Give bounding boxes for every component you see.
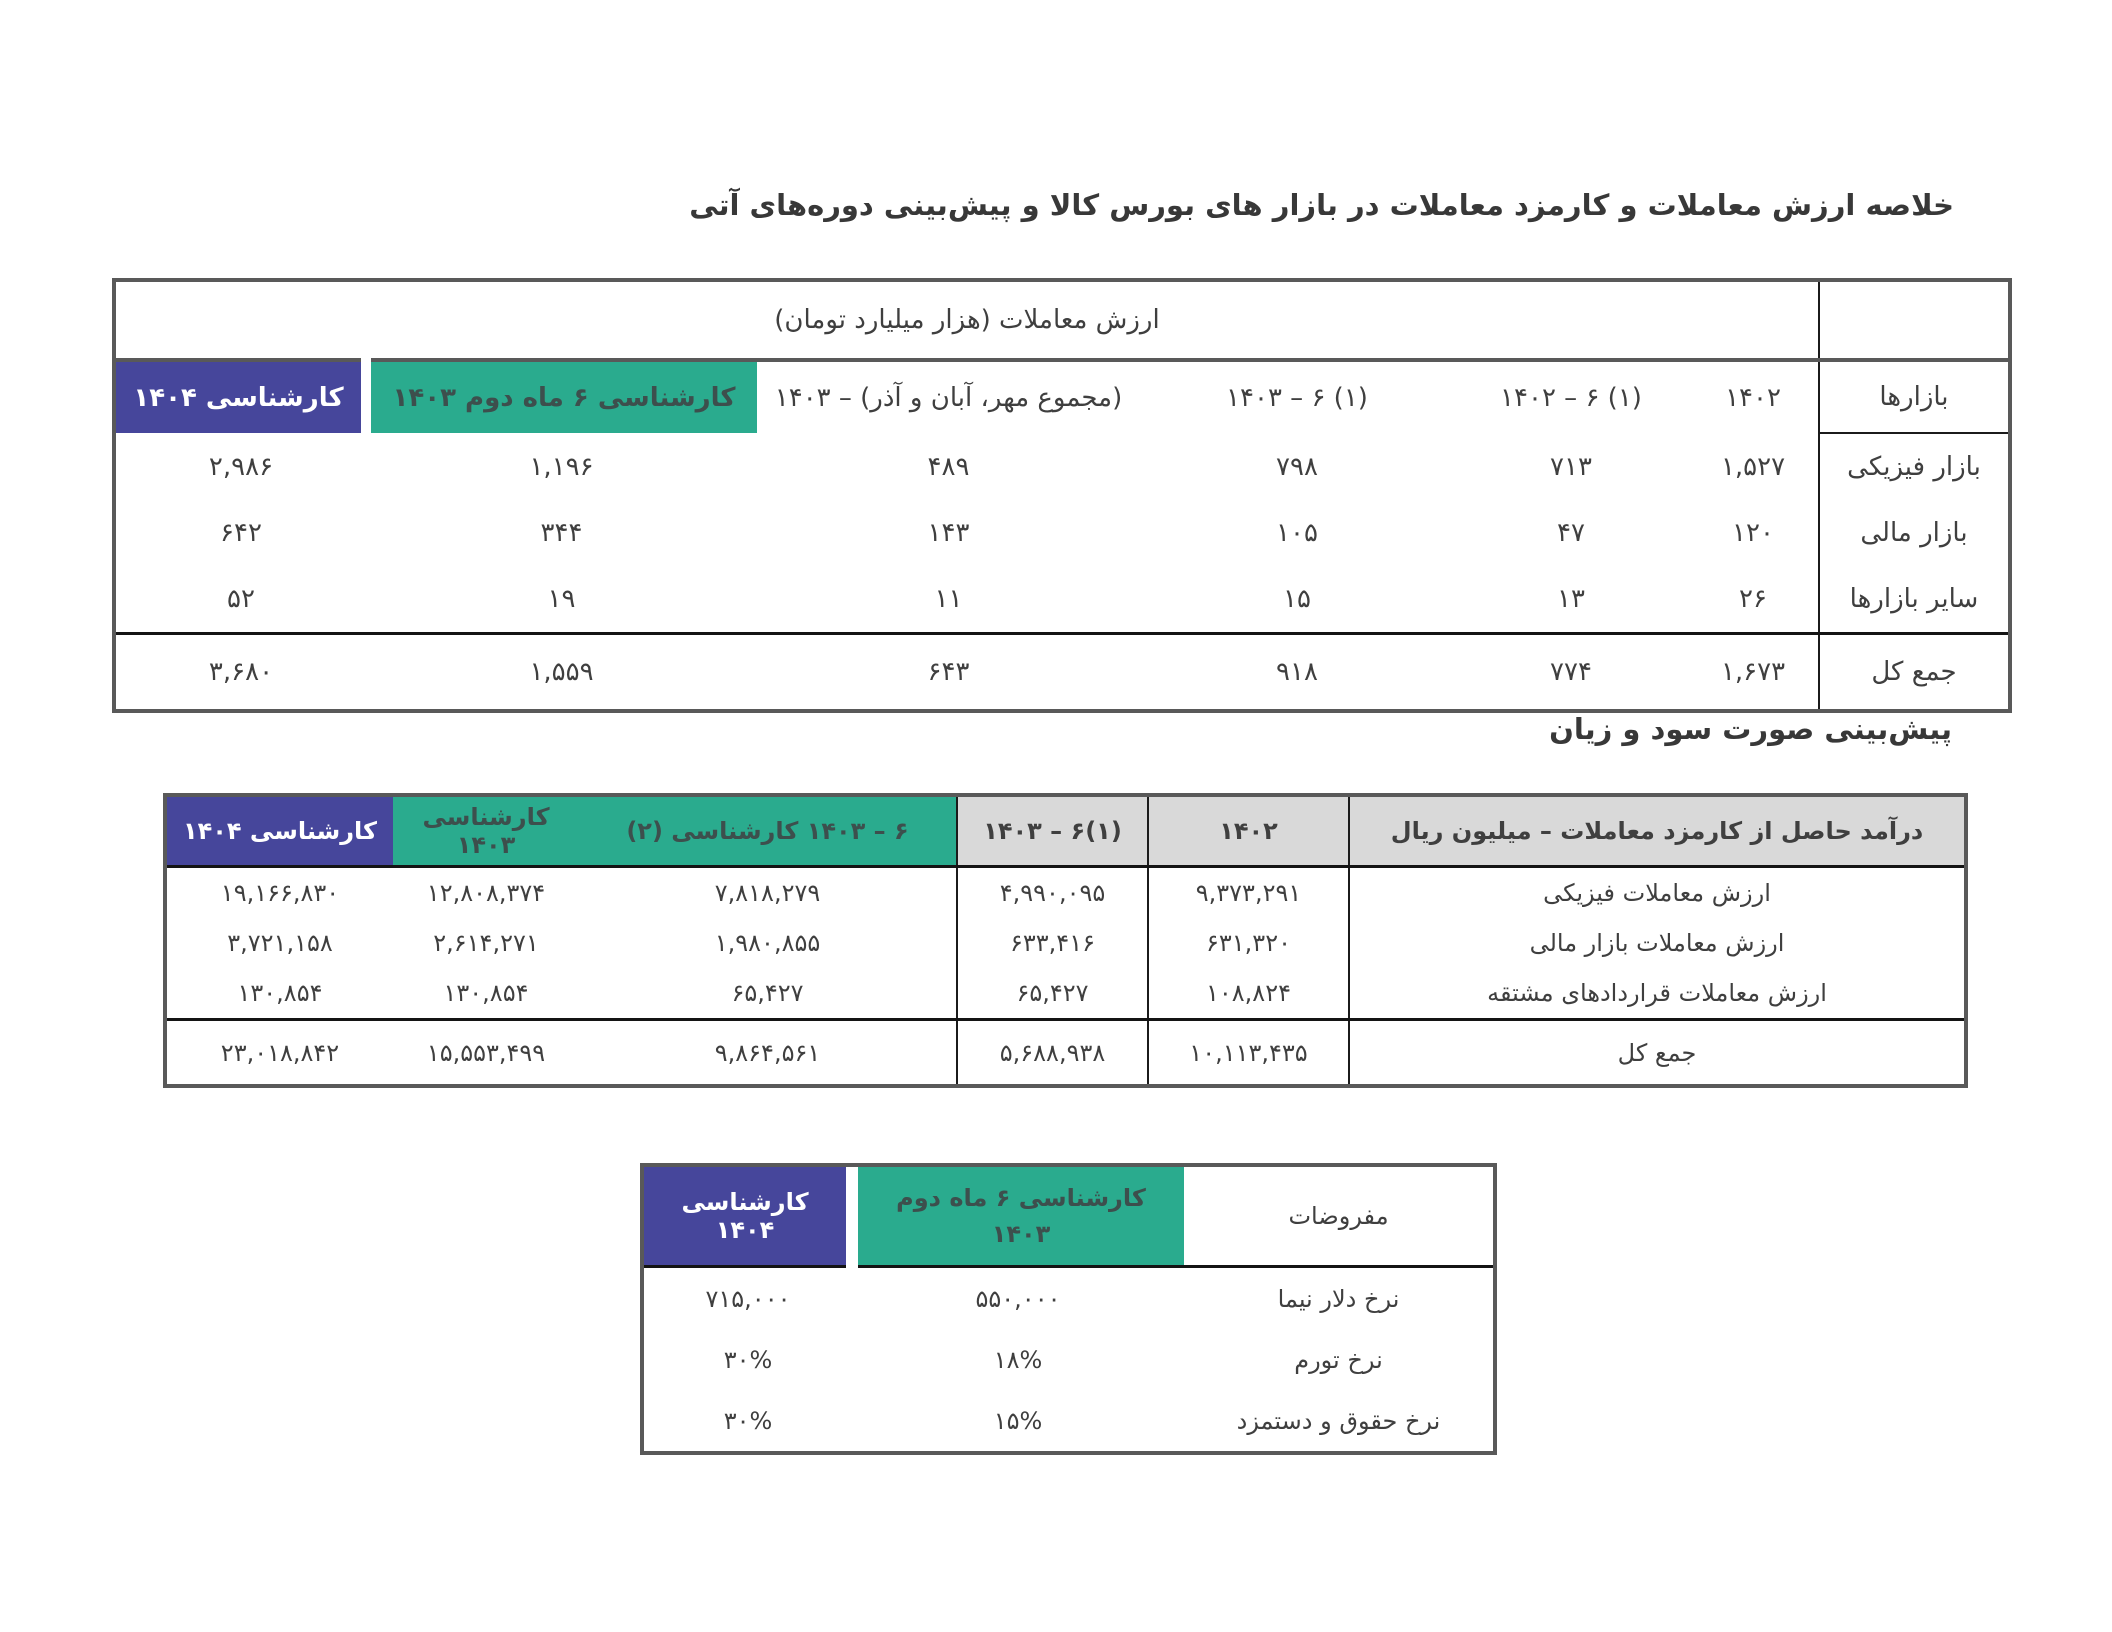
row-label: نرخ حقوق و دستمزد <box>1236 1406 1441 1435</box>
table-cell: ۲,۶۱۴,۲۷۱ <box>433 929 539 957</box>
h1-1403-header-cell: (۱) ۶ – ۱۴۰۳ <box>1226 382 1368 413</box>
table-cell: ۵,۶۸۸,۹۳۸ <box>957 1020 1148 1085</box>
table-cell: ۳۰% <box>723 1406 773 1435</box>
unit-header-cell: ارزش معاملات (هزار میلیارد تومان) <box>116 282 1819 360</box>
year-1402-header-cell: ۱۴۰۲ <box>1725 382 1781 413</box>
h1-1402-header-cell: (۱) ۶ – ۱۴۰۲ <box>1500 382 1642 413</box>
expert-1403-header-cell: کارشناسی ۱۴۰۳ <box>393 797 579 867</box>
table-cell: ۹,۳۷۳,۲۹۱ <box>1148 867 1349 919</box>
total-label: جمع کل <box>1349 1020 1964 1085</box>
corner-empty-cell <box>1819 282 2008 360</box>
table-cell: ۷۱۵,۰۰۰ <box>705 1284 791 1313</box>
table-cell: ۱۵,۵۵۳,۴۹۹ <box>393 1020 579 1085</box>
table-cell: ۷۱۳ <box>1550 451 1592 482</box>
income-header-cell: درآمد حاصل از کارمزد معاملات – میلیون ریال <box>1349 797 1964 867</box>
table-cell: ۶۵,۴۲۷ <box>731 979 804 1007</box>
table-row <box>116 500 2008 566</box>
section2-title: پیش‌بینی صورت سود و زیان <box>1549 712 1952 746</box>
table-cell: ۴۸۹ <box>927 451 970 482</box>
table-row <box>167 968 1964 1020</box>
table-cell: ۷۷۴ <box>1454 634 1688 710</box>
table-cell: ۶۳۳,۴۱۶ <box>957 918 1148 968</box>
row-label: ارزش معاملات فیزیکی <box>1349 867 1964 919</box>
table-cell: ۱۰۸,۸۲۴ <box>1148 968 1349 1020</box>
row-label: بازار مالی <box>1819 500 2008 566</box>
row-label: سایر بازارها <box>1819 566 2008 634</box>
table-row <box>116 282 2008 360</box>
table-cell: ۳,۶۸۰ <box>116 634 366 710</box>
total-label: جمع کل <box>1819 634 2008 710</box>
year-1402-header-cell: ۱۴۰۲ <box>1148 797 1349 867</box>
table-cell: ۷,۸۱۸,۲۷۹ <box>714 879 821 907</box>
expert-1404-header-cell: کارشناسی ۱۴۰۴ <box>116 360 366 433</box>
table-cell: ۵۲ <box>227 584 255 614</box>
table-cell: ۱۹,۱۶۶,۸۳۰ <box>220 879 340 907</box>
table-total-row <box>116 634 2008 710</box>
table-row <box>644 1390 1493 1451</box>
table-cell: ۴,۹۹۰,۰۹۵ <box>957 867 1148 919</box>
row-label: بازار فیزیکی <box>1819 433 2008 500</box>
row-label: ارزش معاملات بازار مالی <box>1349 918 1964 968</box>
table-cell: ۱,۶۷۳ <box>1688 634 1819 710</box>
table-cell: ۱۸% <box>993 1345 1043 1374</box>
table-cell: ۱۲۰ <box>1732 518 1774 548</box>
table-row <box>644 1329 1493 1390</box>
header-label: کارشناسی ۶ ماه دوم ۱۴۰۳ <box>896 1184 1146 1248</box>
table-row <box>167 867 1964 919</box>
table-header-row <box>116 360 2008 433</box>
table-cell: ۳۴۴ <box>540 518 583 548</box>
row-label: نرخ تورم <box>1294 1345 1383 1374</box>
row-label: ارزش معاملات قراردادهای مشتقه <box>1349 968 1964 1020</box>
row-label: نرخ دلار نیما <box>1277 1284 1400 1313</box>
table-cell: ۱۰۵ <box>1276 518 1318 548</box>
table-cell: ۳۰% <box>723 1345 773 1374</box>
table-cell: ۱۳ <box>1557 584 1585 614</box>
table-cell: ۲۳,۰۱۸,۸۴۲ <box>167 1020 393 1085</box>
trade-value-table <box>112 278 2012 713</box>
h1-1403-header-cell: (۱)۶ – ۱۴۰۳ <box>957 797 1148 867</box>
table-header-row <box>644 1167 1493 1267</box>
table-cell: ۹۱۸ <box>1140 634 1454 710</box>
table-header-row <box>167 797 1964 867</box>
autumn-1403-header-cell: (مجموع مهر، آبان و آذر) – ۱۴۰۳ <box>774 382 1123 413</box>
table-cell: ۱۱ <box>934 584 963 614</box>
expert2-h2-1403-header-cell: ۶ – ۱۴۰۳ کارشناسی (۲) <box>579 797 957 867</box>
table-row <box>167 918 1964 968</box>
table-cell: ۱۴۳ <box>927 518 970 548</box>
assumptions-table <box>640 1163 1497 1455</box>
table-cell: ۱,۹۸۰,۸۵۵ <box>714 929 821 957</box>
markets-header-cell: بازارها <box>1819 360 2008 433</box>
expert-1404-header-cell: کارشناسی ۱۴۰۴ <box>644 1167 852 1267</box>
table-cell: ۱۲,۸۰۸,۳۷۴ <box>426 879 546 907</box>
table-cell: ۱۵% <box>993 1406 1043 1435</box>
table-cell: ۲,۹۸۶ <box>208 451 274 482</box>
table-cell: ۱,۱۹۶ <box>529 451 594 482</box>
table-cell: ۵۵۰,۰۰۰ <box>975 1284 1061 1313</box>
section1-title: خلاصه ارزش معاملات و کارمزد معاملات در بازار های بورس کالا و پیش‌بینی دوره‌های آتی <box>689 188 1954 222</box>
fee-income-table <box>163 793 1968 1088</box>
table-cell: ۱۳۰,۸۵۴ <box>443 979 529 1007</box>
table-cell: ۱۳۰,۸۵۴ <box>237 979 323 1007</box>
table-row <box>116 433 2008 500</box>
table-cell: ۶۳۱,۳۲۰ <box>1148 918 1349 968</box>
table-cell: ۷۹۸ <box>1276 451 1318 482</box>
table-cell: ۱,۵۲۷ <box>1720 451 1786 482</box>
table-cell: ۶۵,۴۲۷ <box>957 968 1148 1020</box>
table-cell: ۳,۷۲۱,۱۵۸ <box>227 929 333 957</box>
table-cell: ۱,۵۵۹ <box>366 634 757 710</box>
table-cell: ۴۷ <box>1557 518 1585 548</box>
table-cell: ۱۹ <box>547 584 576 614</box>
table-total-row <box>167 1020 1964 1085</box>
table-cell: ۱۰,۱۱۳,۴۳۵ <box>1148 1020 1349 1085</box>
table-cell: ۹,۸۶۴,۵۶۱ <box>579 1020 957 1085</box>
expert-h2-1403-header-cell: کارشناسی ۶ ماه دوم ۱۴۰۳ <box>366 360 757 433</box>
expert-h2-1403-header-cell <box>852 1167 1184 1267</box>
table-cell: ۶۴۲ <box>220 518 262 548</box>
expert-1404-header-cell: کارشناسی ۱۴۰۴ <box>167 797 393 867</box>
table-row <box>116 566 2008 634</box>
assumptions-header-cell: مفروضات <box>1184 1167 1493 1267</box>
table-cell: ۲۶ <box>1739 584 1767 614</box>
table-cell: ۱۵ <box>1283 584 1311 614</box>
table-cell: ۶۴۳ <box>757 634 1140 710</box>
table-row <box>644 1267 1493 1330</box>
